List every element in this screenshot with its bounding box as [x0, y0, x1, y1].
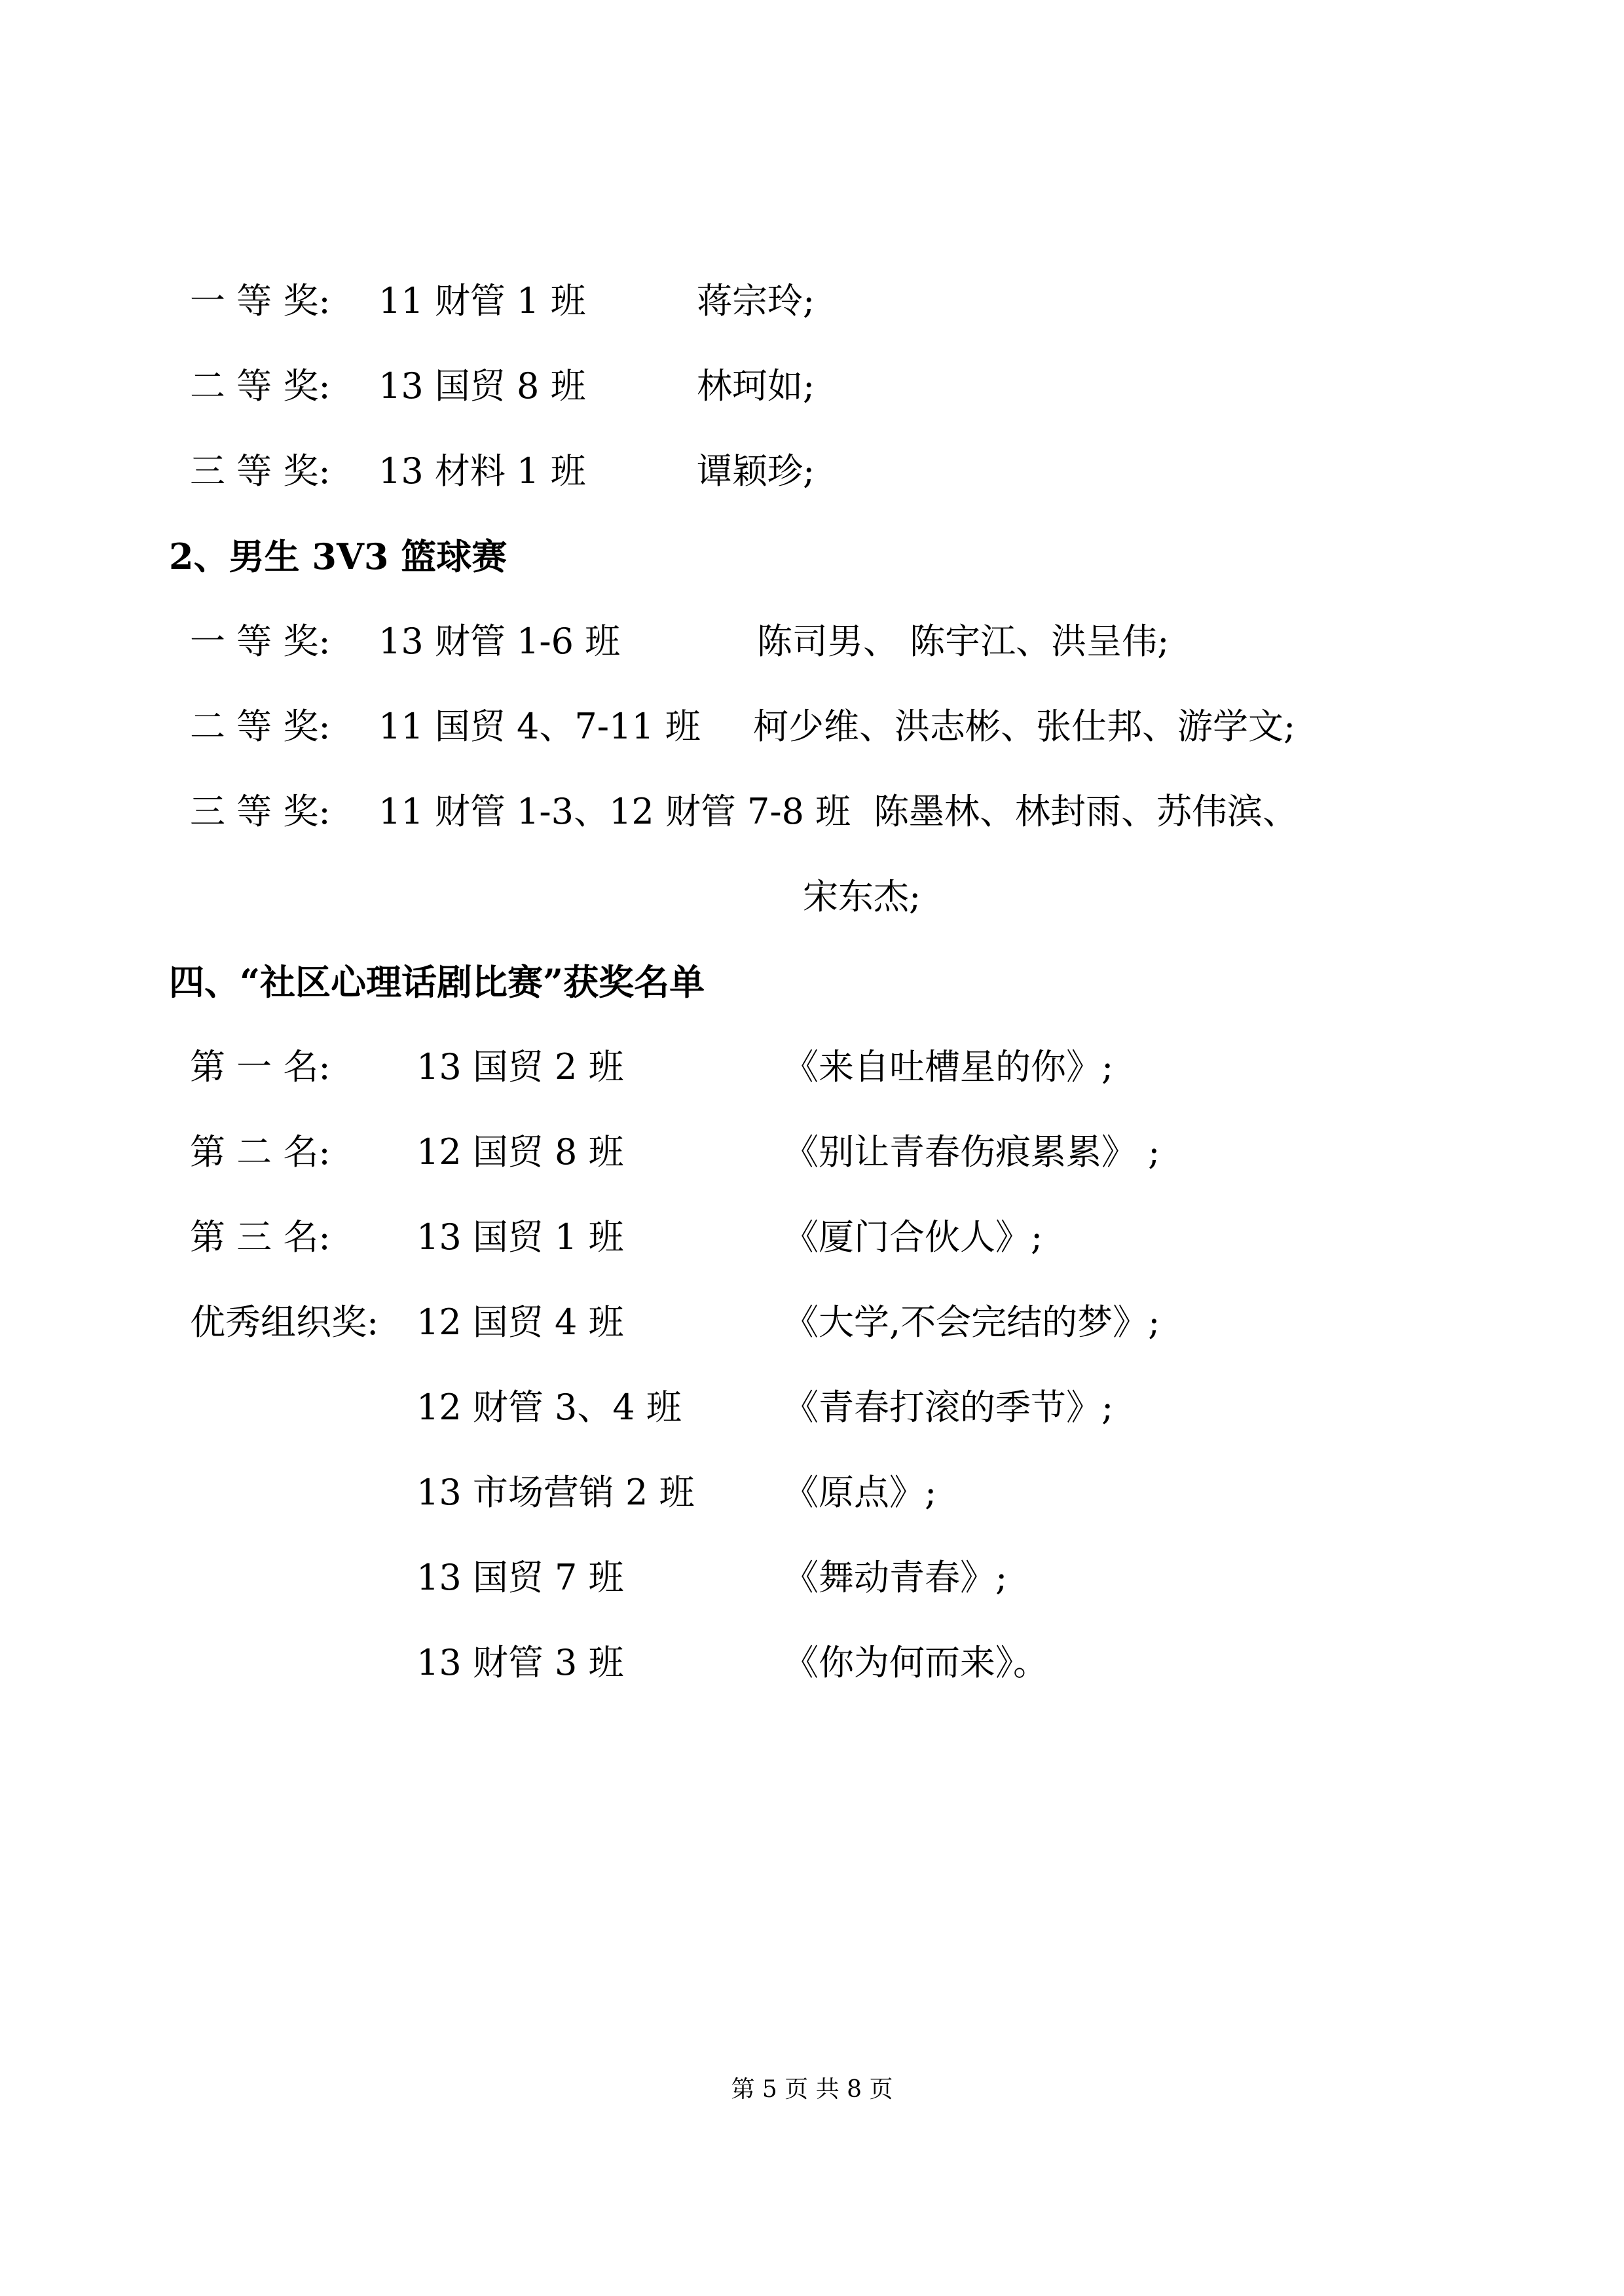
class-name: 13 财管 3 班	[416, 1642, 624, 1683]
class-name: 13 国贸 2 班	[416, 1046, 624, 1087]
winner-names: 柯少维、洪志彬、张仕邦、游学文;	[753, 706, 1296, 747]
drama-title: 《来自吐槽星的你》;	[783, 1046, 1114, 1087]
class-name: 11 财管 1-3、12 财管 7-8 班	[378, 791, 851, 832]
award-label: 二 等 奖:	[190, 706, 331, 747]
class-name: 12 财管 3、4 班	[416, 1387, 682, 1428]
award-label: 一 等 奖:	[190, 280, 331, 321]
award-label: 二 等 奖:	[190, 365, 331, 407]
class-name: 13 财管 1-6 班	[378, 621, 621, 662]
winner-names: 蒋宗玲;	[697, 280, 815, 321]
winner-names: 林珂如;	[697, 365, 815, 407]
class-name: 11 国贸 4、7-11 班	[378, 706, 701, 747]
award-label: 第 一 名:	[190, 1046, 331, 1087]
drama-title: 《青春打滚的季节》;	[783, 1387, 1114, 1428]
class-name: 12 国贸 8 班	[416, 1131, 624, 1173]
winner-names: 谭颖珍;	[697, 450, 815, 492]
winner-names: 陈墨林、林封雨、苏伟滨、	[874, 791, 1298, 832]
drama-title: 《原点》;	[783, 1472, 937, 1513]
drama-title: 《舞动青春》;	[783, 1557, 1008, 1598]
drama-title: 《别让青春伤痕累累》 ;	[783, 1131, 1160, 1173]
award-label: 三 等 奖:	[190, 791, 331, 832]
class-name: 13 国贸 7 班	[416, 1557, 624, 1598]
class-name: 13 材料 1 班	[378, 450, 586, 492]
class-name: 11 财管 1 班	[378, 280, 586, 321]
class-name: 13 市场营销 2 班	[416, 1472, 695, 1513]
section-heading: 四、“社区心理话剧比赛”获奖名单	[169, 961, 705, 1003]
drama-title: 《大学,不会完结的梦》;	[783, 1302, 1160, 1343]
class-name: 13 国贸 1 班	[416, 1216, 624, 1258]
award-label: 三 等 奖:	[190, 450, 331, 492]
award-label: 第 三 名:	[190, 1216, 331, 1258]
page-number: 第 5 页 共 8 页	[731, 2076, 893, 2103]
winner-names: 宋东杰;	[803, 876, 921, 917]
drama-title: 《你为何而来》。	[783, 1642, 1048, 1683]
award-label: 第 二 名:	[190, 1131, 331, 1173]
class-name: 13 国贸 8 班	[378, 365, 586, 407]
drama-title: 《厦门合伙人》;	[783, 1216, 1043, 1258]
award-label: 一 等 奖:	[190, 621, 331, 662]
section-heading: 2、男生 3V3 篮球赛	[169, 536, 507, 577]
award-label: 优秀组织奖:	[190, 1302, 379, 1343]
winner-names: 陈司男、 陈宇江、洪呈伟;	[757, 621, 1170, 662]
class-name: 12 国贸 4 班	[416, 1302, 624, 1343]
